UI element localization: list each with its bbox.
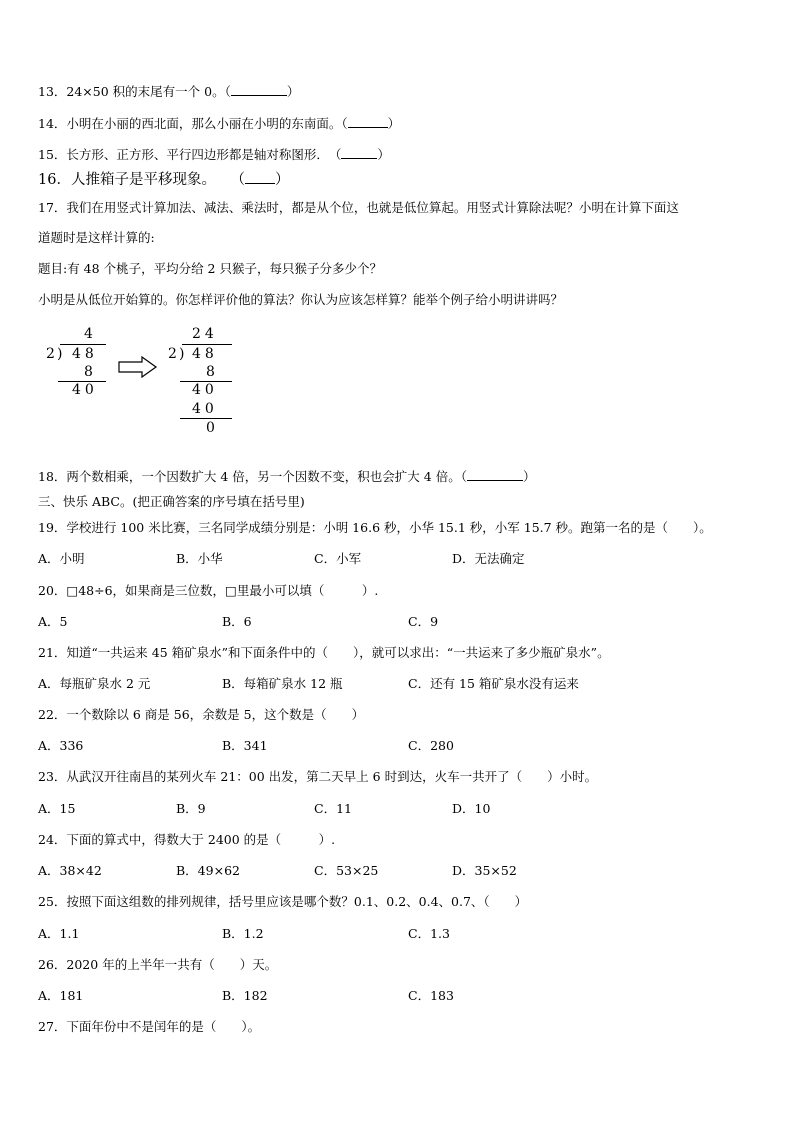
option-a[interactable]: A．小明 [38,551,85,566]
option-c[interactable]: C．小军 [314,551,362,566]
question-15-text: 15．长方形、正方形、平行四边形都是轴对称图形． （ [38,147,342,162]
question-16 [38,172,289,188]
option-b[interactable]: B．341 [222,738,268,753]
remainder: 0 [206,420,215,436]
subtraction-line [58,381,106,382]
option-a[interactable]: A．每瓶矿泉水 2 元 [38,676,151,691]
divisor: 2 [46,346,55,362]
question-17-line4: 小明是从低位开始算的。你怎样评价他的算法？你认为应该怎样算？能举个例子给小明讲讲吗？ [38,292,564,307]
subtraction-line-2 [180,418,232,419]
division-bracket: ) [179,346,185,362]
remainder: 40 [72,382,98,398]
dividend: 48 [192,346,218,362]
question-23: 23．从武汉开往南昌的某列火车 21：00 出发，第二天早上 6 时到达，火车一共开了（ ）小时。 [38,769,598,784]
option-a[interactable]: A．38×42 [38,863,102,878]
option-b[interactable]: B．182 [222,988,268,1003]
step-product-1: 8 [206,364,215,380]
question-14 [38,116,400,132]
step-product-2: 40 [192,401,218,417]
option-a[interactable]: A．15 [38,801,76,816]
question-17-line2: 道题时是这样计算的: [38,230,155,245]
option-d[interactable]: D．10 [452,801,491,816]
option-a[interactable]: A．5 [38,614,68,629]
option-c[interactable]: C．还有 15 箱矿泉水没有运来 [408,676,579,691]
option-c[interactable]: C．9 [408,614,439,629]
division-bar [60,344,106,345]
question-16-close: ） [274,172,290,188]
option-d[interactable]: D．无法确定 [452,551,525,566]
option-a[interactable]: A．336 [38,738,84,753]
question-16-text: 16．人推箱子是平移现象。 （ [38,172,245,188]
answer-blank[interactable] [348,116,388,128]
question-22: 22．一个数除以 6 商是 56，余数是 5，这个数是（ ） [38,707,365,722]
answer-blank[interactable] [467,469,523,481]
quotient: 24 [192,326,218,342]
section-heading: 三、快乐 ABC。(把正确答案的序号填在括号里) [38,494,305,509]
option-b[interactable]: B．49×62 [176,863,240,878]
question-20: 20．□48÷6，如果商是三位数，□里最小可以填（ ）. [38,583,379,598]
question-27: 27．下面年份中不是闰年的是（ ）。 [38,1019,261,1034]
option-c[interactable]: C．11 [314,801,352,816]
question-15 [38,147,390,163]
option-b[interactable]: B．1.2 [222,926,264,941]
question-19: 19．学校进行 100 米比赛，三名同学成绩分别是：小明 16.6 秒，小华 15.1 秒，小军 15.7 秒。跑第一名的是（ ）。 [38,520,712,535]
option-d[interactable]: D．35×52 [452,863,517,878]
option-b[interactable]: B．小华 [176,551,223,566]
division-bar [182,344,232,345]
division-bracket: ) [57,346,63,362]
option-c[interactable]: C．183 [408,988,454,1003]
option-a[interactable]: A．1.1 [38,926,80,941]
long-division-right [168,326,238,438]
question-13-text: 13．24×50 积的末尾有一个 0。（ [38,84,231,99]
question-21: 21．知道“一共运来 45 箱矿泉水”和下面条件中的（ ），就可以求出：“一共运来了多少瓶矿泉水”。 [38,645,610,660]
question-18-close: ） [522,469,536,484]
option-b[interactable]: B．9 [176,801,206,816]
option-c[interactable]: C．53×25 [314,863,379,878]
question-13 [38,84,299,100]
question-18 [38,469,535,485]
option-b[interactable]: B．6 [222,614,252,629]
step-product: 8 [84,364,93,380]
long-division-left [46,326,106,406]
question-25: 25．按照下面这组数的排列规律，括号里应该是哪个数？0.1、0.2、0.4、0.7、（ ） [38,894,528,909]
question-14-text: 14．小明在小丽的西北面，那么小丽在小明的东南面。（ [38,116,348,131]
option-b[interactable]: B．每箱矿泉水 12 瓶 [222,676,343,691]
subtraction-line-1 [180,381,232,382]
answer-blank[interactable] [341,147,377,159]
answer-blank[interactable] [245,172,275,184]
option-c[interactable]: C．280 [408,738,454,753]
arrow-right-icon [118,356,158,378]
quotient: 4 [84,326,93,342]
option-c[interactable]: C．1.3 [408,926,450,941]
answer-blank[interactable] [231,84,287,96]
question-14-close: ） [387,116,401,131]
divisor: 2 [168,346,177,362]
dividend: 48 [72,346,98,362]
question-26: 26．2020 年的上半年一共有（ ）天。 [38,957,278,972]
question-15-close: ） [377,147,390,162]
question-17-line3: 题目:有 48 个桃子，平均分给 2 只猴子，每只猴子分多少个？ [38,261,382,276]
question-18-text: 18．两个数相乘，一个因数扩大 4 倍，另一个因数不变，积也会扩大 4 倍。（ [38,469,467,484]
step-partial: 40 [192,382,218,398]
question-24: 24．下面的算式中，得数大于 2400 的是（ ）. [38,832,336,847]
question-17-line1: 17．我们在用竖式计算加法、减法、乘法时，都是从个位，也就是低位算起。用竖式计算除法呢？小明在计算下面这 [38,200,679,215]
option-a[interactable]: A．181 [38,988,84,1003]
question-13-close: ） [286,84,300,99]
